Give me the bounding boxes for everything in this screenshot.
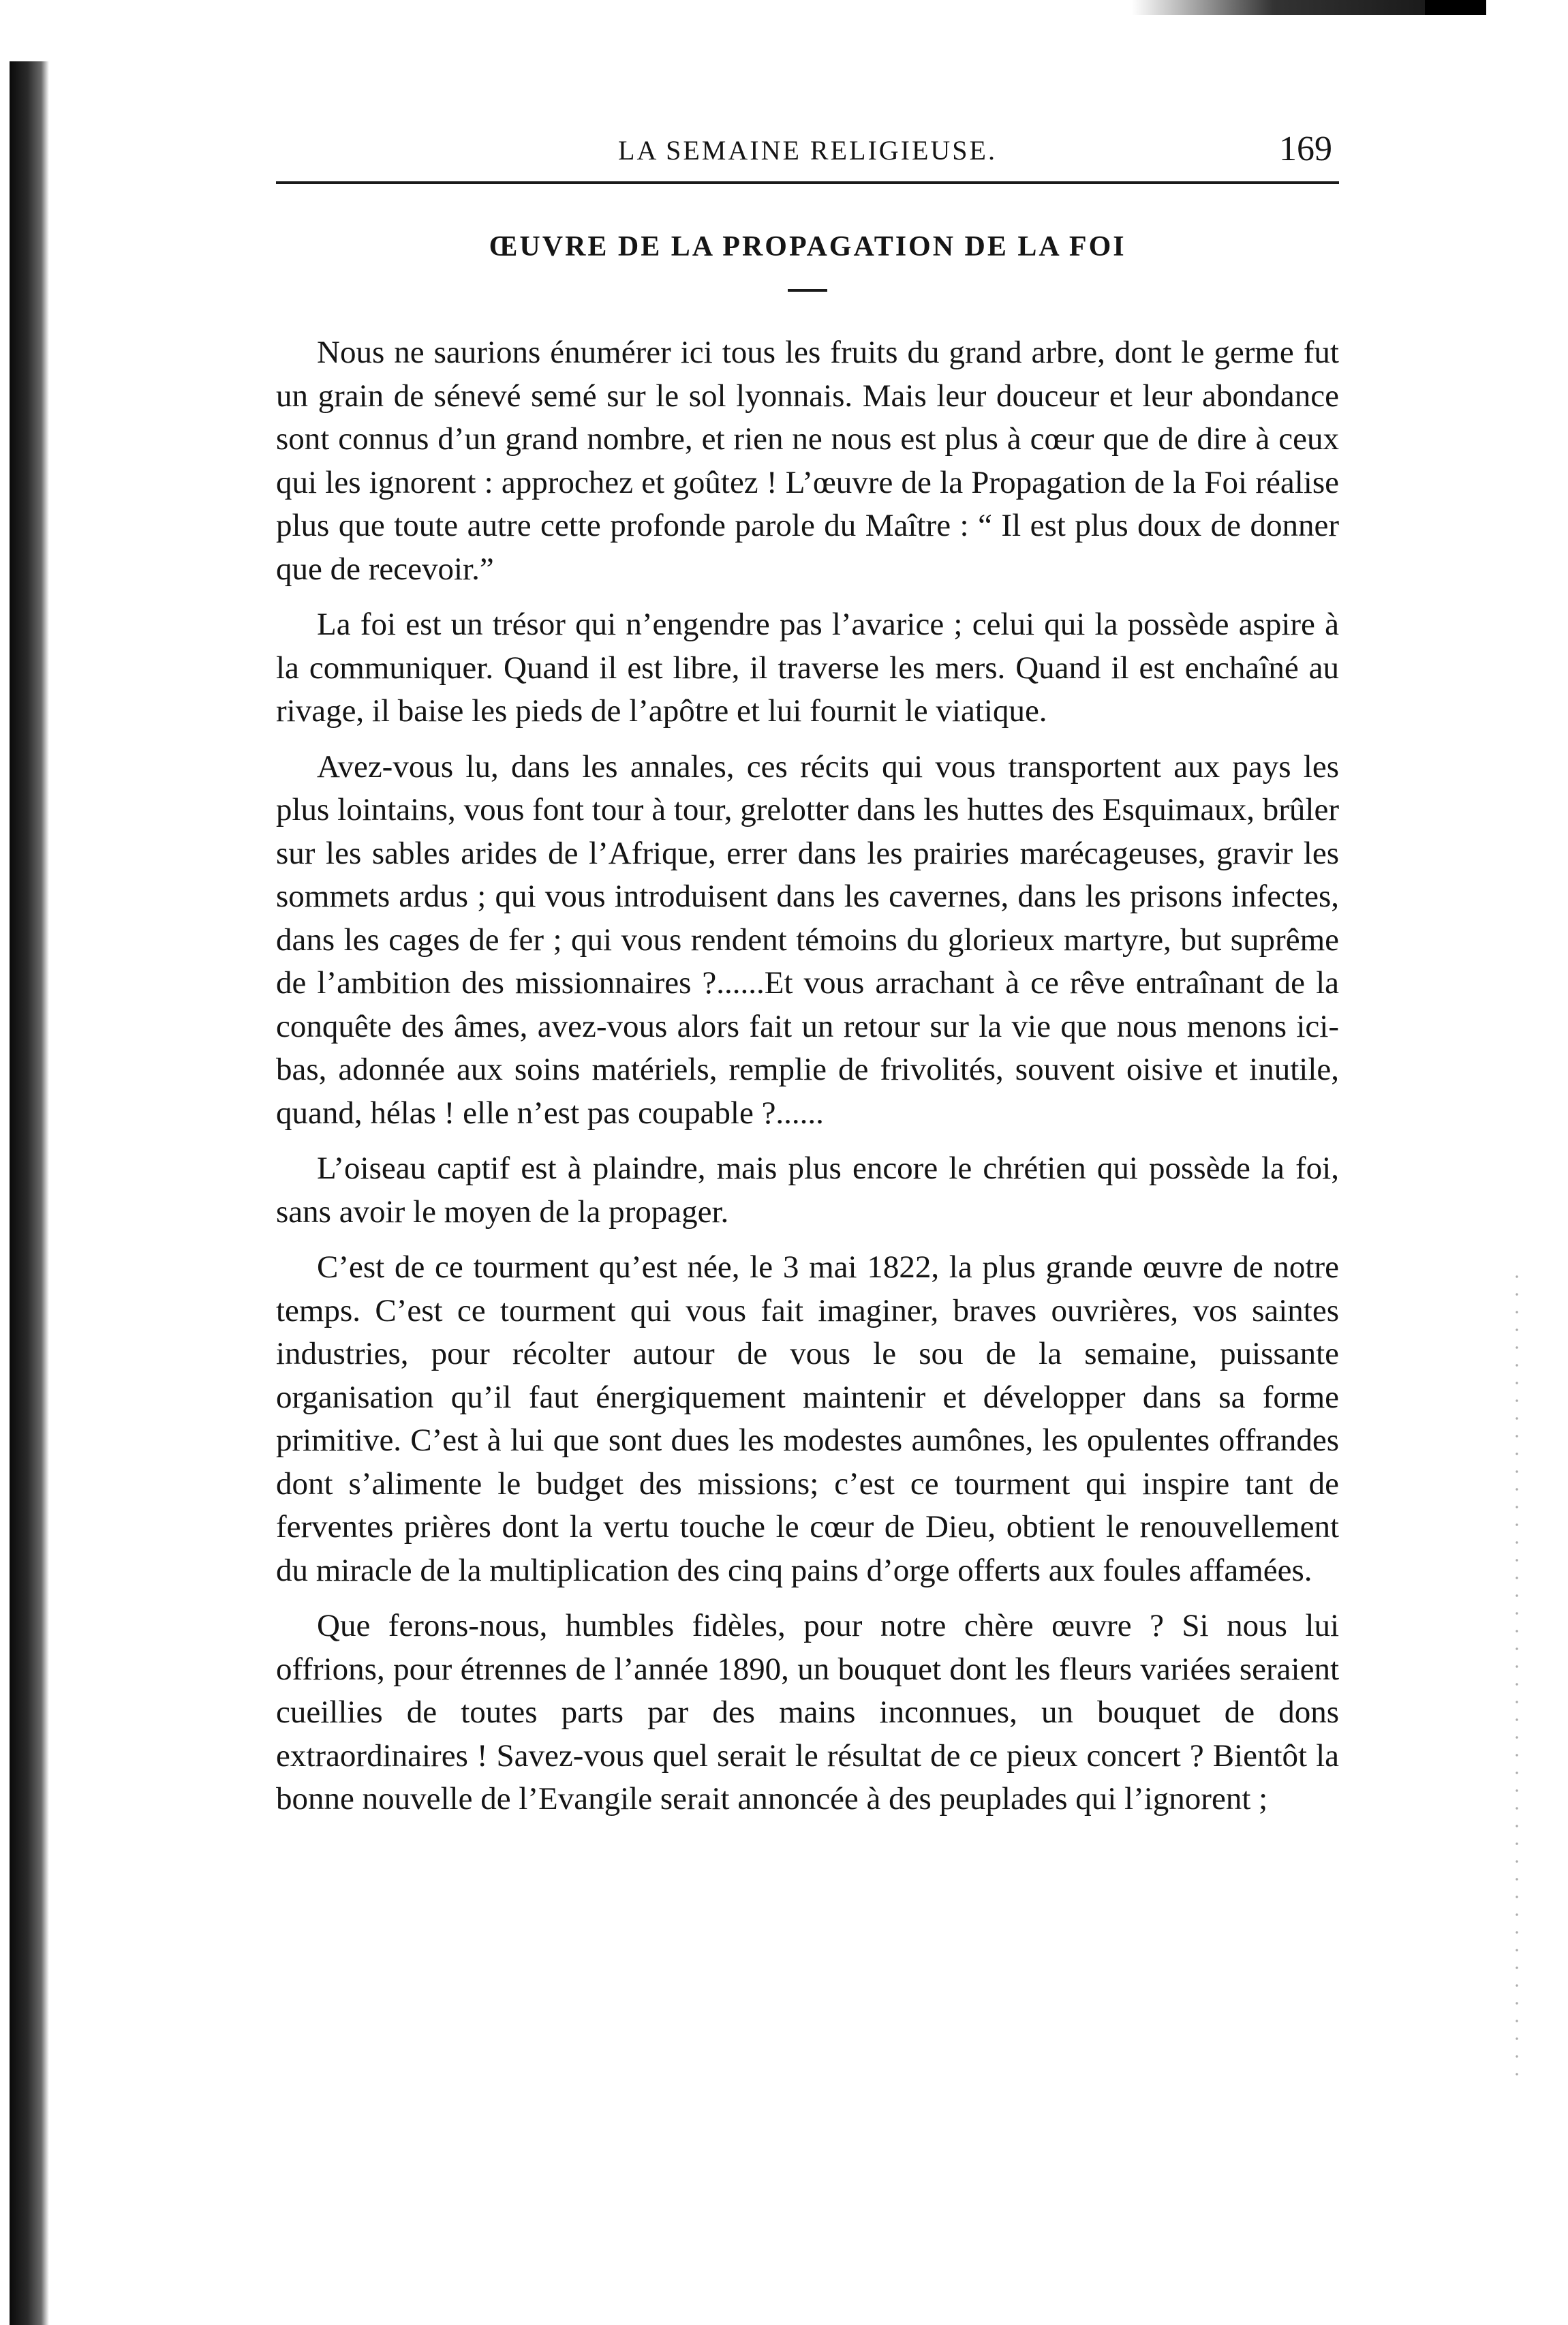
paragraph: La foi est un trésor qui n’engendre pas l’avarice ; celui qui la possède aspire à la communiquer. Quand il est libre, il traverse les mers. Quand il est enchaîné au rivage, il baise les pieds de l’apôtre et lui fournit le viatique.: [276, 607, 1339, 729]
paragraph: Avez-vous lu, dans les annales, ces récits qui vous transportent aux pays les plus lointains, vous font tour à tour, grelotter dans les huttes des Esquimaux, brûler sur les sables arides de l’Afrique, errer dans les prairies marécageuses, gravir les sommets ardus ; qui vous introduisent dans les cavernes, dans les prisons infectes, dans les cages de fer ; qui vous rendent témoins du glorieux martyre, but suprême de l’ambition des missionnaires ?......Et vous arrachant à ce rêve entraînant de la conquête des âmes, avez-vous alors fait un retour sur la vie que nous menons ici-bas, adonnée aux soins matériels, remplie de frivolités, souvent oisive et inutile, quand, hélas ! elle n’est pas coupable ?......: [276, 748, 1339, 1131]
paragraph: Nous ne saurions énumérer ici tous les fruits du grand arbre, dont le germe fut un grain de sénevé semé sur le sol lyonnais. Mais leur douceur et leur abondance sont connus d’un grand nombre, et rien ne nous est plus à cœur que de dire à ceux qui les ignorent : approchez et goûtez ! L’œuvre de la Propagation de la Foi réalise plus que toute autre cette profonde parole du Maître : “ Il est plus doux de donner que de recevoir.”: [276, 335, 1339, 587]
title-divider: [788, 289, 827, 292]
paragraph: C’est de ce tourment qu’est née, le 3 mai 1822, la plus grande œuvre de notre temps. C’est ce tourment qui vous fait imaginer, braves ouvrières, vos saintes industries, pour récolter autour de vous le sou de la semaine, puissante organisation qu’il faut énergiquement maintenir et développer dans sa forme primitive. C’est à lui que sont dues les modestes aumônes, les opulentes offrandes dont s’alimente le budget des missions; c’est ce tourment qui inspire tant de ferventes prières dont la vertu touche le cœur de Dieu, obtient le renouvellement du miracle de la multiplication des cinq pains d’orge offerts aux foules affamées.: [276, 1249, 1339, 1588]
article-title: ŒUVRE DE LA PROPAGATION DE LA FOI: [489, 231, 1126, 262]
page-margin-speckles: [1513, 1268, 1520, 2086]
page-number: 169: [1279, 130, 1332, 168]
document-page: [276, 123, 1339, 1834]
paragraph: Que ferons-nous, humbles fidèles, pour notre chère œuvre ? Si nous lui offrions, pour étrennes de l’année 1890, un bouquet dont les fleurs variées seraient cueillies de toutes parts par des mains inconnues, un bouquet de dons extraordinaires ! Savez-vous quel serait le résultat de ce pieux concert ? Bientôt la bonne nouvelle de l’Evangile serait annoncée à des peuplades qui l’ignorent ;: [276, 1608, 1339, 1817]
running-title: LA SEMAINE RELIGIEUSE.: [618, 135, 997, 166]
paragraph: L’oiseau captif est à plaindre, mais plus encore le chrétien qui possède la foi, sans avoir le moyen de la propager.: [276, 1151, 1339, 1230]
page-binding-shadow: [10, 61, 49, 2325]
scan-edge-mark: [1132, 0, 1486, 15]
running-header: [276, 123, 1339, 184]
